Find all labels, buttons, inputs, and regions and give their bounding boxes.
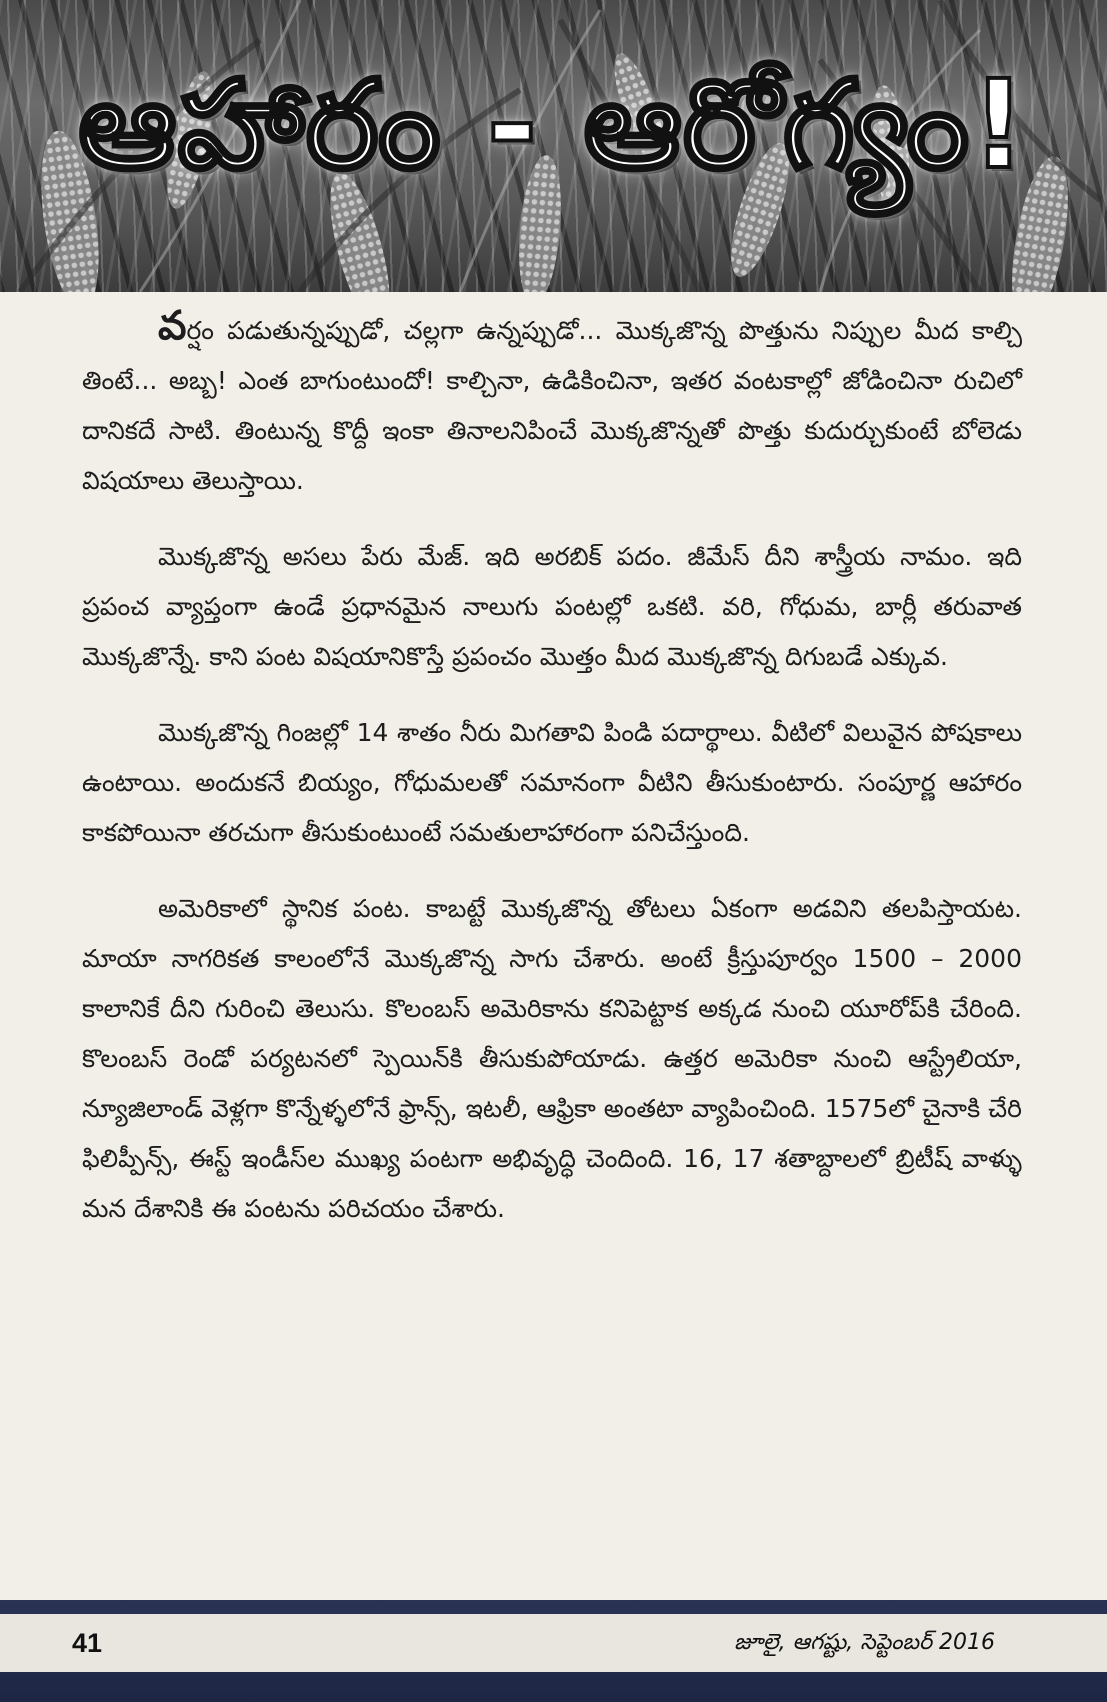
drop-cap: వ bbox=[158, 303, 187, 349]
footer-bar bbox=[0, 1600, 1107, 1702]
paragraph-2: మొక్కజొన్న అసలు పేరు మేజ్. ఇది అరబిక్ పదం. జీమేస్ దీని శాస్త్రీయ నామం. ఇది ప్రపంచ వ్యాప్తంగా ఉండే ప్రధానమైన నాలుగు పంటల్లో ఒకటి. వరి, గోధుమ, బార్లీ తరువాత మొక్కజొన్నే. కాని పంట విషయానికొస్తే ప్రపంచం మొత్తం మీద మొక్కజొన్న దిగుబడే ఎక్కువ. bbox=[82, 542, 1022, 671]
paragraph-4: అమెరికాలో స్థానిక పంట. కాబట్టే మొక్కజొన్న తోటలు ఏకంగా అడవిని తలపిస్తాయట. మాయా నాగరికత కాలంలోనే మొక్కజొన్న సాగు చేశారు. అంటే క్రీస్తుపూర్వం 1500 – 2000 కాలానికే దీని గురించి తెలుసు. కొలంబస్ అమెరికాను కనిపెట్టాక అక్కడ నుంచి యూరోప్‌కి చేరింది. కొలంబస్ రెండో పర్యటనలో స్పెయిన్‌కి తీసుకుపోయాడు. ఉత్తర అమెరికా నుంచి ఆస్ట్రేలియా, న్యూజిలాండ్ వెళ్లగా కొన్నేళ్ళలోనే ఫ్రాన్స్, ఇటలీ, ఆఫ్రికా అంతటా వ్యాపించింది. 1575లో చైనాకి చేరి ఫిలిప్పీన్స్, ఈస్ట్ ఇండీస్‌ల ముఖ్య పంటగా అభివృద్ధి చెందింది. 16, 17 శతాబ్దాలలో బ్రిటీష్ వాళ్ళు మన దేశానికి ఈ పంటను పరిచయం చేశారు. bbox=[82, 894, 1022, 1223]
page-number: 41 bbox=[72, 1628, 103, 1658]
issue-date: జూలై, ఆగష్టు, సెప్టెంబర్ 2016 bbox=[734, 1630, 995, 1655]
article-body bbox=[82, 303, 1022, 1260]
header-banner bbox=[0, 0, 1107, 292]
paragraph-3: మొక్కజొన్న గింజల్లో 14 శాతం నీరు మిగతావి పిండి పదార్థాలు. వీటిలో విలువైన పోషకాలు ఉంటాయి. అందుకనే బియ్యం, గోధుమలతో సమానంగా వీటిని తీసుకుంటారు. సంపూర్ణ ఆహారం కాకపోయినా తరచుగా తీసుకుంటుంటే సమతులాహారంగా పనిచేస్తుంది. bbox=[82, 718, 1022, 847]
paragraph-1 bbox=[82, 303, 1022, 506]
paragraph-1-text: ర్షం పడుతున్నప్పుడో, చల్లగా ఉన్నప్పుడో... మొక్కజొన్న పొత్తును నిప్పుల మీద కాల్చి తింటే... అబ్బ! ఎంత బాగుంటుందో! కాల్చినా, ఉడికించినా, ఇతర వంటకాల్లో జోడించినా రుచిలో దానికదే సాటి. తింటున్న కొద్దీ ఇంకా తినాలనిపించే మొక్కజొన్నతో పొత్తు కుదుర్చుకుంటే బోలెడు విషయాలు తెలుస్తాయి. bbox=[82, 316, 1022, 495]
article-title: ఆహారం - ఆరోగ్యం! bbox=[78, 54, 1029, 196]
